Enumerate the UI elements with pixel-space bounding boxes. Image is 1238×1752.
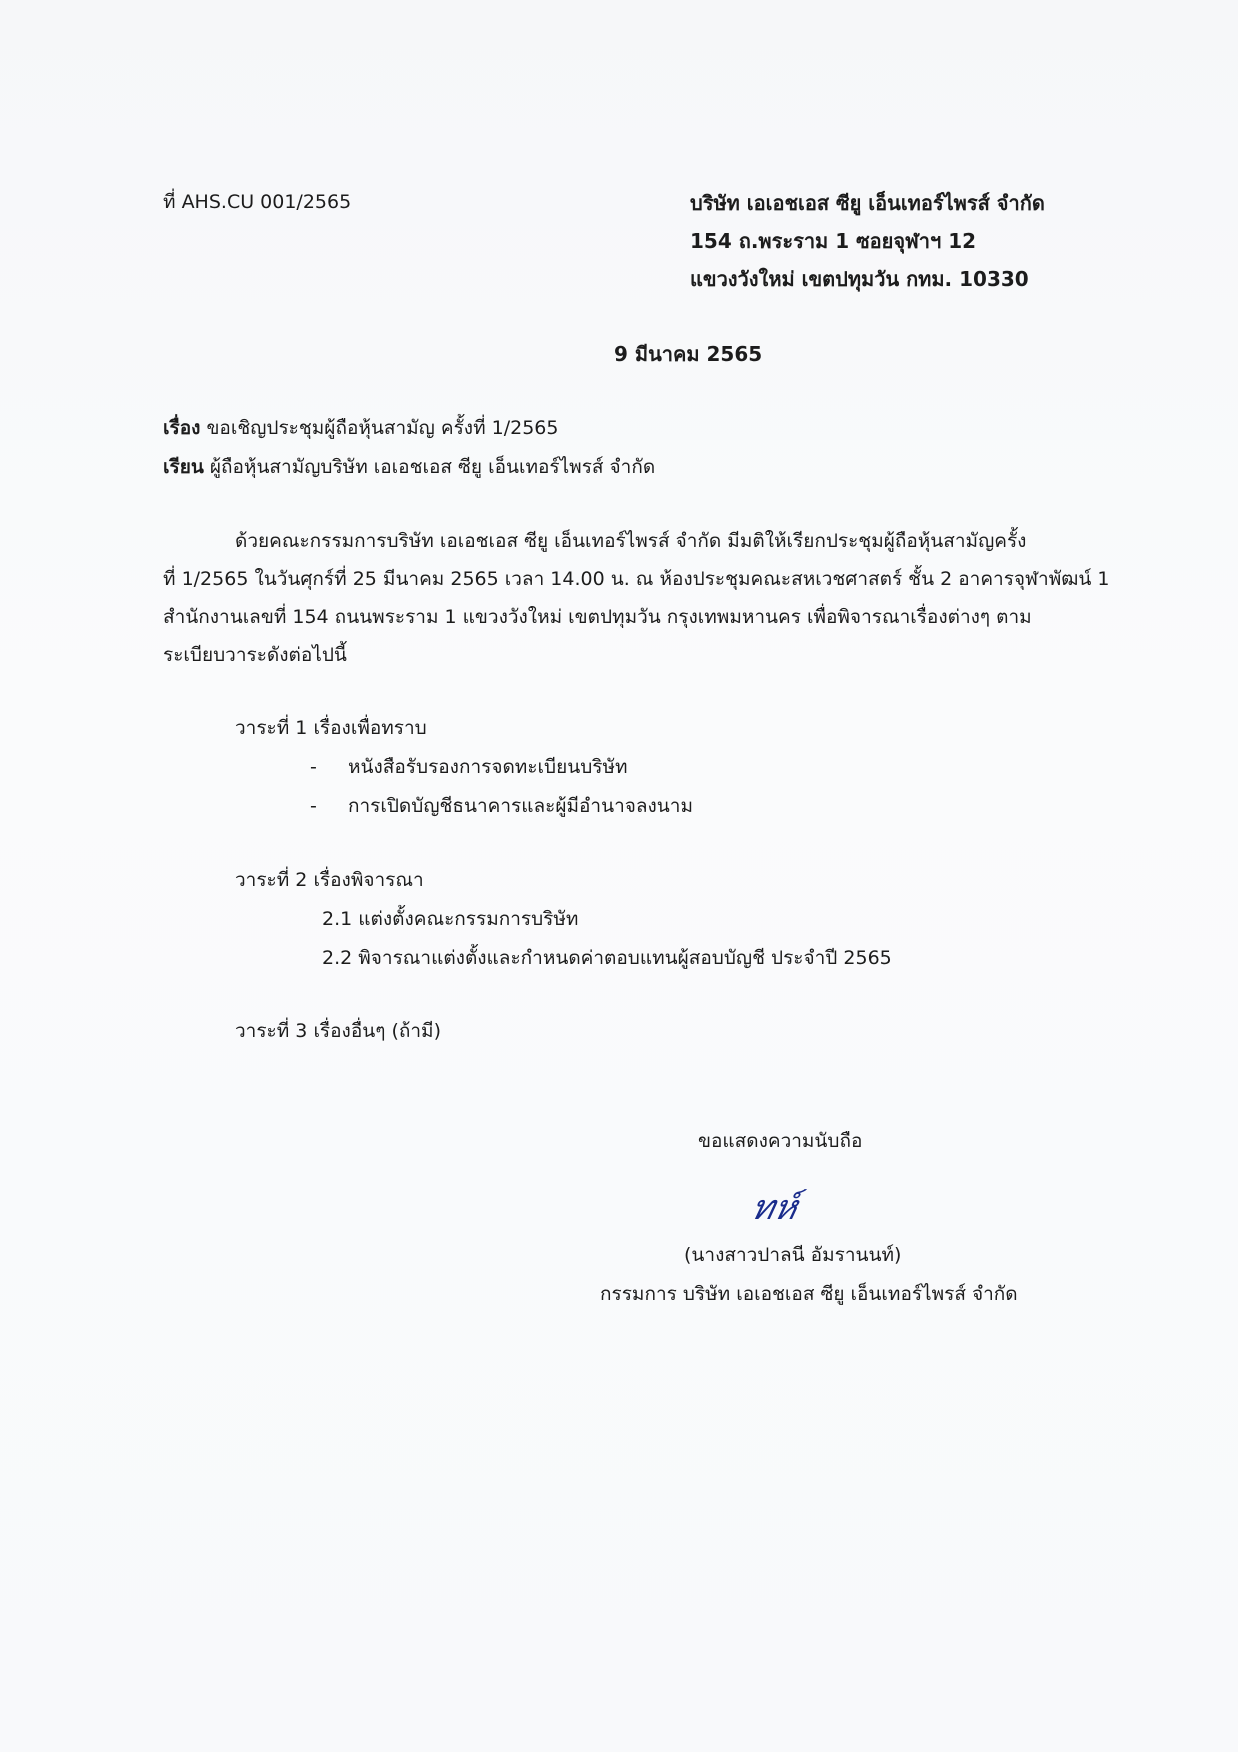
subject-line bbox=[163, 415, 559, 441]
company-address-line2: แขวงวังใหม่ เขตปทุมวัน กทม. 10330 bbox=[690, 267, 1029, 291]
subject-text: ขอเชิญประชุมผู้ถือหุ้นสามัญ ครั้งที่ 1/2565 bbox=[206, 417, 559, 439]
agenda-item-2-sub-1: 2.1 แต่งตั้งคณะกรรมการบริษัท bbox=[322, 908, 579, 930]
agenda-sub-text: การเปิดบัญชีธนาคารและผู้มีอำนาจลงนาม bbox=[348, 795, 693, 817]
body-line: สำนักงานเลขที่ 154 ถนนพระราม 1 แขวงวังใหม่ เขตปทุมวัน กรุงเทพมหานคร เพื่อพิจารณาเรื่องต่างๆ ตาม bbox=[163, 606, 1032, 628]
bullet-dash: - bbox=[310, 756, 317, 778]
letter-date: 9 มีนาคม 2565 bbox=[614, 342, 763, 366]
subject-label: เรื่อง bbox=[163, 417, 201, 439]
company-name: บริษัท เอเอชเอส ซียู เอ็นเทอร์ไพรส์ จำกัด bbox=[690, 191, 1045, 215]
body-line: ระเบียบวาระดังต่อไปนี้ bbox=[163, 644, 347, 666]
signer-name: (นางสาวปาลนี อัมรานนท์) bbox=[684, 1244, 902, 1266]
agenda-item-1-sub-1 bbox=[310, 754, 628, 780]
body-paragraph bbox=[163, 528, 1110, 680]
closing-phrase: ขอแสดงความนับถือ bbox=[698, 1130, 863, 1152]
agenda-item-2-title: วาระที่ 2 เรื่องพิจารณา bbox=[235, 869, 424, 891]
signature-text: ทห์ bbox=[747, 1188, 802, 1228]
agenda-item-2-sub-2: 2.2 พิจารณาแต่งตั้งและกำหนดค่าตอบแทนผู้สอบบัญชี ประจำปี 2565 bbox=[322, 947, 892, 969]
company-header bbox=[690, 189, 1045, 303]
recipient-line bbox=[163, 454, 655, 480]
document-reference: ที่ AHS.CU 001/2565 bbox=[163, 191, 352, 213]
agenda-sub-text: หนังสือรับรองการจดทะเบียนบริษัท bbox=[348, 756, 628, 778]
company-address-line1: 154 ถ.พระราม 1 ซอยจุฬาฯ 12 bbox=[690, 229, 977, 253]
body-line: ด้วยคณะกรรมการบริษัท เอเอชเอส ซียู เอ็นเทอร์ไพรส์ จำกัด มีมติให้เรียกประชุมผู้ถือหุ้นสามัญครั้ง bbox=[235, 530, 1027, 552]
agenda-item-1-title: วาระที่ 1 เรื่องเพื่อทราบ bbox=[235, 717, 427, 739]
agenda-item-3-title: วาระที่ 3 เรื่องอื่นๆ (ถ้ามี) bbox=[235, 1020, 441, 1042]
recipient-label: เรียน bbox=[163, 456, 204, 478]
agenda-item-1-sub-2 bbox=[310, 793, 693, 819]
bullet-dash: - bbox=[310, 795, 317, 817]
body-line: ที่ 1/2565 ในวันศุกร์ที่ 25 มีนาคม 2565 เวลา 14.00 น. ณ ห้องประชุมคณะสหเวชศาสตร์ ชั้น 2 อาคารจุฬาพัฒน์ 1 bbox=[163, 568, 1110, 590]
handwritten-signature bbox=[748, 1188, 801, 1228]
recipient-text: ผู้ถือหุ้นสามัญบริษัท เอเอชเอส ซียู เอ็นเทอร์ไพรส์ จำกัด bbox=[209, 456, 656, 478]
signer-title: กรรมการ บริษัท เอเอชเอส ซียู เอ็นเทอร์ไพรส์ จำกัด bbox=[600, 1283, 1018, 1305]
